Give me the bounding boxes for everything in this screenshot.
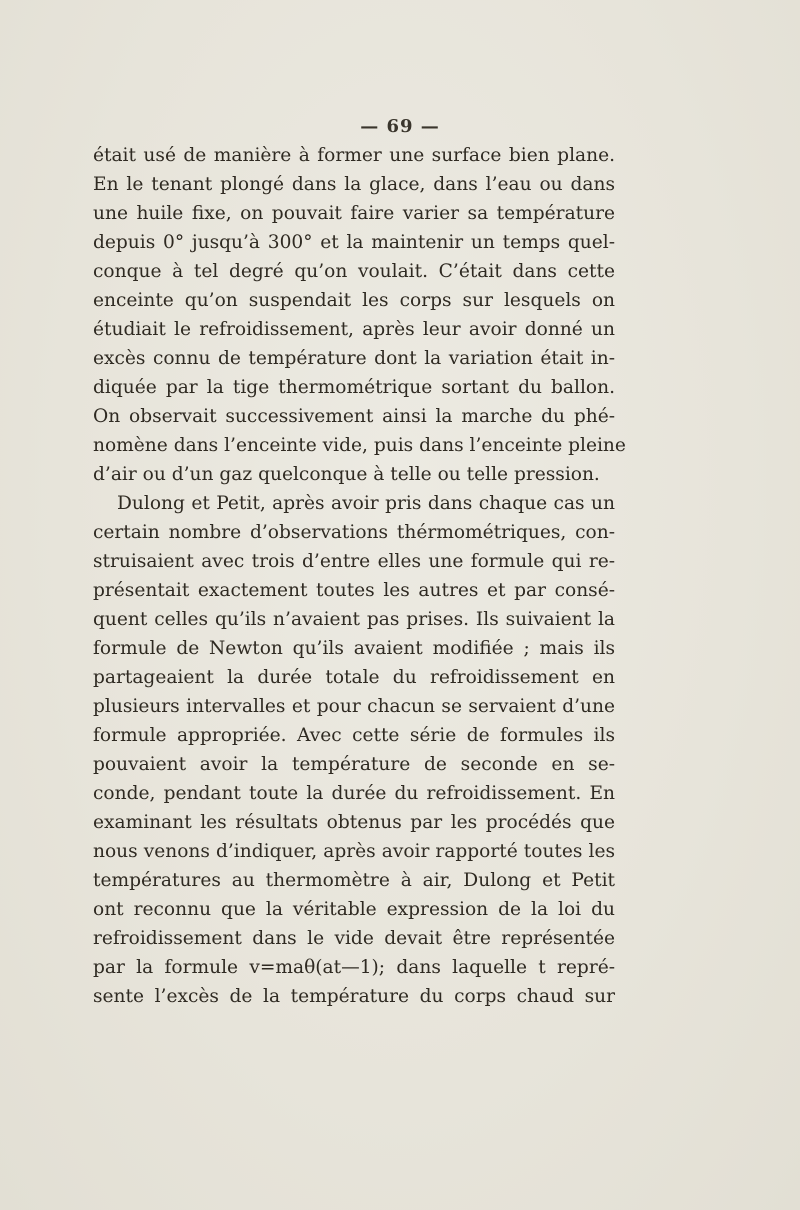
text-line: certain nombre d’observations thérmométriques, con- — [93, 522, 615, 543]
text-line: par la formule v=maθ(at—1); dans laquelle t repré- — [93, 957, 615, 978]
text-line: refroidissement dans le vide devait être représentée — [93, 928, 615, 949]
text-line: depuis 0° jusqu’à 300° et la maintenir un temps quel- — [93, 232, 615, 253]
text-line: conde, pendant toute la durée du refroidissement. En — [93, 783, 615, 804]
text-line: plusieurs intervalles et pour chacun se servaient d’une — [93, 696, 615, 717]
text-line: partageaient la durée totale du refroidissement en — [93, 667, 615, 688]
text-line: quent celles qu’ils n’avaient pas prises. Ils suivaient la — [93, 609, 615, 630]
text-line: était usé de manière à former une surface bien plane. — [93, 145, 615, 166]
text-line: d’air ou d’un gaz quelconque à telle ou telle pression. — [93, 464, 600, 485]
page-number: — 69 — — [360, 116, 440, 137]
text-line: formule de Newton qu’ils avaient modifiée ; mais ils — [93, 638, 615, 659]
text-line: examinant les résultats obtenus par les procédés que — [93, 812, 615, 833]
text-line: présentait exactement toutes les autres et par consé- — [93, 580, 615, 601]
text-line: pouvaient avoir la température de seconde en se- — [93, 754, 615, 775]
text-line: nomène dans l’enceinte vide, puis dans l’enceinte pleine — [93, 435, 626, 456]
text-line: nous venons d’indiquer, après avoir rapporté toutes les — [93, 841, 615, 862]
text-line: ont reconnu que la véritable expression de la loi du — [93, 899, 615, 920]
body-text — [93, 141, 626, 1011]
text-line: conque à tel degré qu’on voulait. C’était dans cette — [93, 261, 615, 282]
text-line: sente l’excès de la température du corps chaud sur — [93, 986, 615, 1007]
text-line: On observait successivement ainsi la marche du phé- — [93, 406, 615, 427]
text-line: étudiait le refroidissement, après leur avoir donné un — [93, 319, 615, 340]
text-line: struisaient avec trois d’entre elles une formule qui re- — [93, 551, 615, 572]
text-line: températures au thermomètre à air, Dulong et Petit — [93, 870, 615, 891]
text-line: formule appropriée. Avec cette série de formules ils — [93, 725, 615, 746]
text-line: diquée par la tige thermométrique sortant du ballon. — [93, 377, 615, 398]
text-line: excès connu de température dont la variation était in- — [93, 348, 615, 369]
text-line: En le tenant plongé dans la glace, dans l’eau ou dans — [93, 174, 615, 195]
text-line: Dulong et Petit, après avoir pris dans chaque cas un — [117, 493, 615, 514]
text-line: enceinte qu’on suspendait les corps sur lesquels on — [93, 290, 615, 311]
text-line: une huile fixe, on pouvait faire varier sa température — [93, 203, 615, 224]
